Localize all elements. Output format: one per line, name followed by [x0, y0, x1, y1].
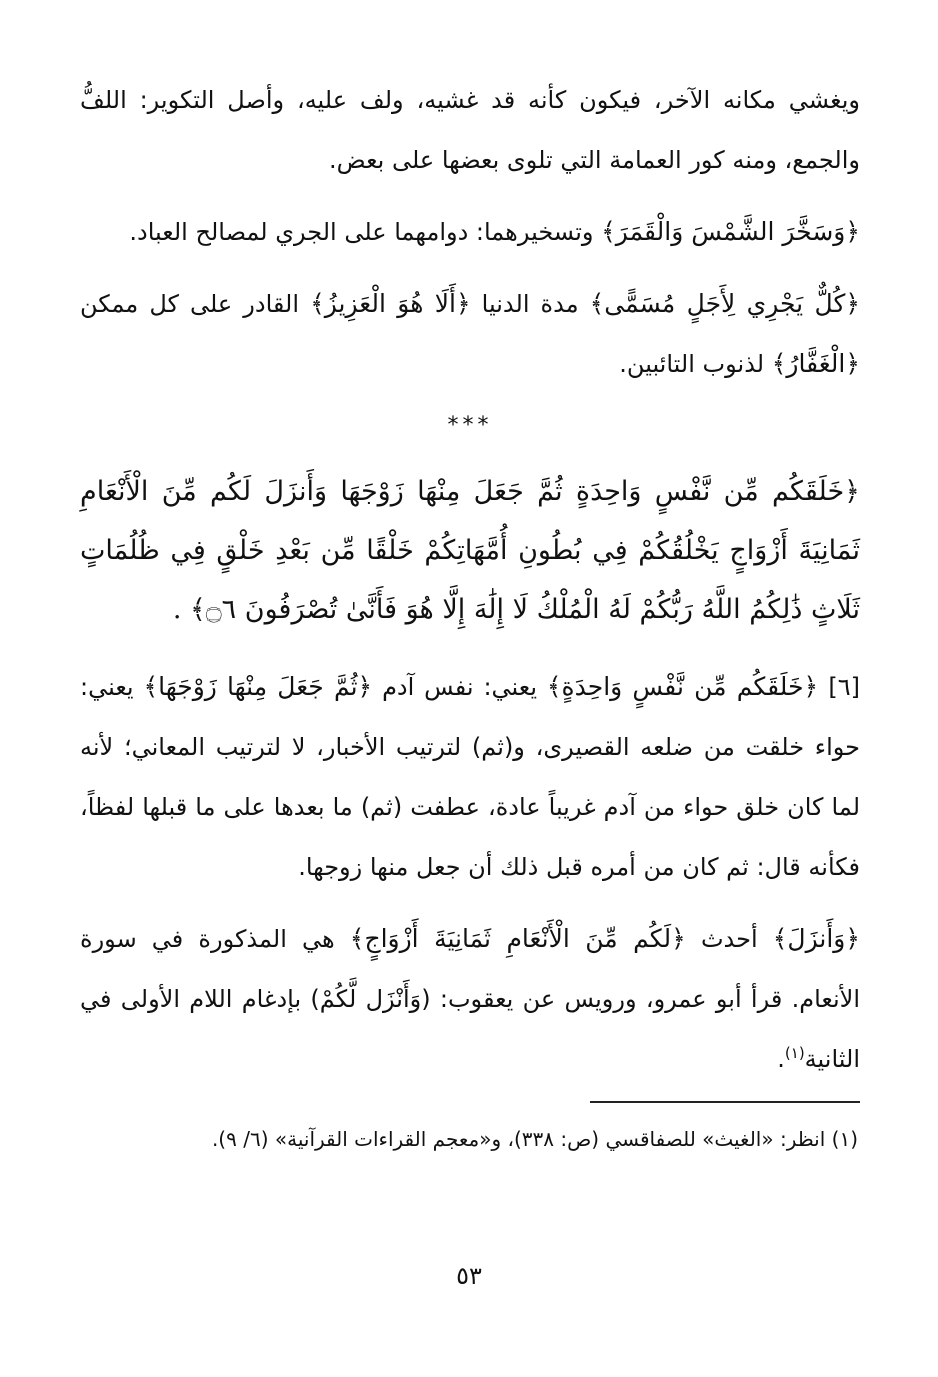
footnote-text: انظر: «الغيث» للصفاقسي (ص: ٣٣٨)، و«معجم القراءات القرآنية» (٦/ ٩).: [211, 1127, 832, 1151]
quran-quote: ﴿وَسَخَّرَ الشَّمْسَ وَالْقَمَرَ﴾: [601, 217, 860, 246]
quran-quote: ﴿خَلَقَكُم مِّن نَّفْسٍ وَاحِدَةٍ﴾: [546, 672, 829, 701]
paragraph-1: ويغشي مكانه الآخر، فيكون كأنه قد غشيه، ولف عليه، وأصل التكوير: اللفُّ والجمع، ومنه كور العمامة التي تلوى بعضها على بعض.: [80, 86, 860, 174]
page-number: ٥٣: [456, 1262, 482, 1290]
commentary-text: يعني: نفس آدم: [372, 673, 547, 701]
paragraph-5: [80, 909, 860, 1089]
quran-quote: ﴿كُلٌّ يَجْرِي لِأَجَلٍ مُسَمًّى﴾: [589, 289, 860, 318]
footnote-divider: [590, 1101, 860, 1103]
quran-quote: ﴿لَكُم مِّنَ الْأَنْعَامِ ثَمَانِيَةَ أَزْوَاجٍ﴾: [349, 924, 686, 953]
commentary-text: وتسخيرهما: دوامهما على الجري لمصالح العباد.: [129, 218, 602, 246]
quran-quote: ﴿الْغَفَّارُ﴾: [771, 349, 860, 378]
paragraph-3: [80, 274, 860, 394]
section-separator: ***: [447, 413, 493, 438]
sentence-end: .: [777, 1045, 785, 1073]
verse-number: [٦]: [828, 673, 861, 701]
commentary-text: أحدث: [685, 925, 773, 953]
quran-quote: ﴿ثُمَّ جَعَلَ مِنْهَا زَوْجَهَا﴾: [143, 672, 373, 701]
footnote: [80, 1119, 860, 1159]
footnote-number: (١): [831, 1127, 858, 1151]
commentary-text: هي المذكورة في سورة الأنعام. قرأ أبو عمرو، ورويس عن يعقوب: (وَأَنْزَل لَّكُمْ) بإدغام اللام الأولى في الثانية: [80, 925, 860, 1073]
verse-block: ﴿خَلَقَكُم مِّن نَّفْسٍ وَاحِدَةٍ ثُمَّ جَعَلَ مِنْهَا زَوْجَهَا وَأَنزَلَ لَكُم مِّنَ الْأَنْعَامِ ثَمَانِيَةَ أَزْوَاجٍ يَخْلُقُكُمْ فِي بُطُونِ أُمَّهَاتِكُمْ خَلْقًا مِّن بَعْدِ خَلْقٍ فِي ظُلُمَاتٍ ثَلَاثٍ ذَٰلِكُمُ اللَّهُ رَبُّكُمْ لَهُ الْمُلْكُ لَا إِلَٰهَ إِلَّا هُوَ فَأَنَّىٰ تُصْرَفُونَ ۝٦﴾ .: [80, 476, 860, 625]
page-body: [80, 70, 860, 1159]
commentary-text: مدة الدنيا: [470, 290, 590, 318]
commentary-text: يعني: حواء خلقت من ضلعه القصيرى، و(ثم) لترتيب الأخبار، لا لترتيب المعاني؛ لأنه لما كان خلق حواء من آدم غريباً عادة، عطفت (ثم) ما بعدها على ما قبلها لفظاً، فكأنه قال: ثم كان من أمره قبل ذلك أن جعل منها زوجها.: [80, 673, 860, 881]
footnote-reference[interactable]: (١): [784, 1044, 805, 1062]
quran-quote: ﴿أَلَا هُوَ الْعَزِيزُ﴾: [310, 289, 471, 318]
quran-quote: ﴿وَأَنزَلَ﴾: [772, 924, 861, 953]
paragraph-2: [80, 202, 860, 262]
commentary-text: القادر على كل ممكن: [80, 290, 311, 318]
commentary-text: لذنوب التائبين.: [619, 350, 772, 378]
paragraph-4: [80, 657, 860, 897]
